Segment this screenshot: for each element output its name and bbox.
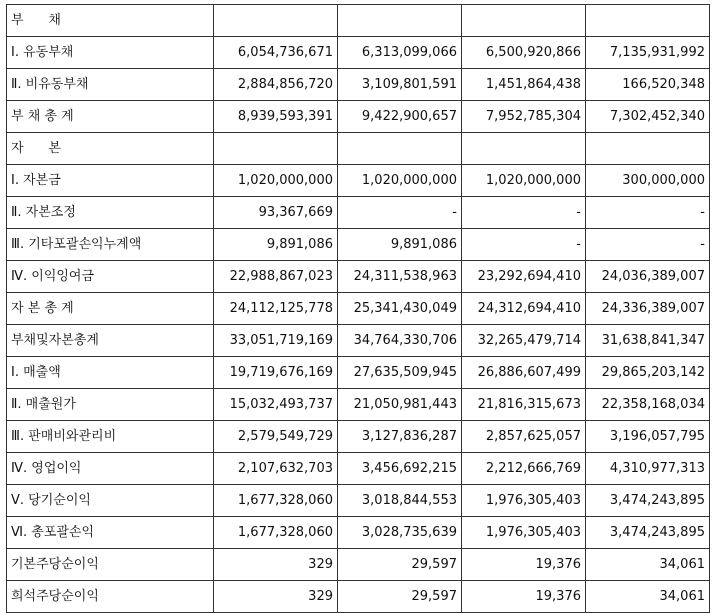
cell-value (586, 5, 710, 37)
table-body (7, 5, 710, 613)
cell-value: 329 (214, 581, 338, 613)
cell-value: 3,109,801,591 (338, 69, 462, 101)
cell-value: 24,311,538,963 (338, 261, 462, 293)
cell-value: 22,988,867,023 (214, 261, 338, 293)
cell-value: 29,597 (338, 581, 462, 613)
cell-value: 1,976,305,403 (462, 485, 586, 517)
cell-value: 21,050,981,443 (338, 389, 462, 421)
cell-value: 2,884,856,720 (214, 69, 338, 101)
table-row (7, 389, 710, 421)
cell-value: 8,939,593,391 (214, 101, 338, 133)
cell-value: 3,474,243,895 (586, 517, 710, 549)
row-label: Ⅲ. 판매비와관리비 (7, 421, 214, 453)
table-row (7, 165, 710, 197)
cell-value: 31,638,841,347 (586, 325, 710, 357)
cell-value: 33,051,719,169 (214, 325, 338, 357)
cell-value: 3,028,735,639 (338, 517, 462, 549)
cell-value: 7,135,931,992 (586, 37, 710, 69)
cell-value: 3,127,836,287 (338, 421, 462, 453)
table-row (7, 101, 710, 133)
cell-value: 23,292,694,410 (462, 261, 586, 293)
cell-value: 15,032,493,737 (214, 389, 338, 421)
cell-value: 4,310,977,313 (586, 453, 710, 485)
table-row (7, 229, 710, 261)
row-label: 자 본 (7, 133, 214, 165)
cell-value: 19,376 (462, 581, 586, 613)
cell-value: 9,422,900,657 (338, 101, 462, 133)
cell-value: - (462, 197, 586, 229)
cell-value: 3,196,057,795 (586, 421, 710, 453)
cell-value: - (338, 197, 462, 229)
cell-value: 3,456,692,215 (338, 453, 462, 485)
row-label: Ⅰ. 자본금 (7, 165, 214, 197)
table-row (7, 293, 710, 325)
cell-value: 22,358,168,034 (586, 389, 710, 421)
cell-value (214, 133, 338, 165)
row-label: Ⅳ. 이익잉여금 (7, 261, 214, 293)
table-row (7, 453, 710, 485)
row-label: 부 채 (7, 5, 214, 37)
cell-value: 34,061 (586, 581, 710, 613)
table-row (7, 5, 710, 37)
financial-statement-table (6, 4, 710, 613)
table-row (7, 325, 710, 357)
row-label: Ⅴ. 당기순이익 (7, 485, 214, 517)
table-row (7, 357, 710, 389)
cell-value: 2,212,666,769 (462, 453, 586, 485)
row-label: Ⅲ. 기타포괄손익누계액 (7, 229, 214, 261)
cell-value: 1,020,000,000 (338, 165, 462, 197)
table-row (7, 421, 710, 453)
row-label: Ⅳ. 영업이익 (7, 453, 214, 485)
cell-value: 3,018,844,553 (338, 485, 462, 517)
cell-value (338, 5, 462, 37)
cell-value (338, 133, 462, 165)
cell-value: - (586, 229, 710, 261)
cell-value: 6,313,099,066 (338, 37, 462, 69)
row-label: Ⅱ. 자본조정 (7, 197, 214, 229)
cell-value: 3,474,243,895 (586, 485, 710, 517)
cell-value: 25,341,430,049 (338, 293, 462, 325)
row-label: 부 채 총 계 (7, 101, 214, 133)
cell-value: 21,816,315,673 (462, 389, 586, 421)
row-label: 자 본 총 계 (7, 293, 214, 325)
row-label: 부채및자본총계 (7, 325, 214, 357)
table-row (7, 133, 710, 165)
cell-value: - (586, 197, 710, 229)
cell-value (462, 133, 586, 165)
cell-value: 1,451,864,438 (462, 69, 586, 101)
cell-value: 1,976,305,403 (462, 517, 586, 549)
row-label: 희석주당순이익 (7, 581, 214, 613)
cell-value: 7,302,452,340 (586, 101, 710, 133)
cell-value: 2,107,632,703 (214, 453, 338, 485)
row-label: Ⅱ. 매출원가 (7, 389, 214, 421)
cell-value: 1,677,328,060 (214, 517, 338, 549)
cell-value: 34,061 (586, 549, 710, 581)
row-label: Ⅰ. 매출액 (7, 357, 214, 389)
cell-value (214, 5, 338, 37)
cell-value: 24,312,694,410 (462, 293, 586, 325)
cell-value: 166,520,348 (586, 69, 710, 101)
cell-value: - (462, 229, 586, 261)
table-row (7, 549, 710, 581)
cell-value (586, 133, 710, 165)
cell-value: 329 (214, 549, 338, 581)
table-row (7, 485, 710, 517)
cell-value: 29,865,203,142 (586, 357, 710, 389)
cell-value: 26,886,607,499 (462, 357, 586, 389)
cell-value: 6,500,920,866 (462, 37, 586, 69)
cell-value: 7,952,785,304 (462, 101, 586, 133)
cell-value: 6,054,736,671 (214, 37, 338, 69)
table-row (7, 517, 710, 549)
cell-value: 1,677,328,060 (214, 485, 338, 517)
cell-value: 300,000,000 (586, 165, 710, 197)
table-row (7, 37, 710, 69)
row-label: Ⅰ. 유동부채 (7, 37, 214, 69)
cell-value: 27,635,509,945 (338, 357, 462, 389)
cell-value: 9,891,086 (214, 229, 338, 261)
table-row (7, 581, 710, 613)
cell-value: 34,764,330,706 (338, 325, 462, 357)
cell-value: 9,891,086 (338, 229, 462, 261)
cell-value: 29,597 (338, 549, 462, 581)
row-label: 기본주당순이익 (7, 549, 214, 581)
table-row (7, 261, 710, 293)
cell-value: 2,579,549,729 (214, 421, 338, 453)
cell-value (462, 5, 586, 37)
cell-value: 24,336,389,007 (586, 293, 710, 325)
cell-value: 93,367,669 (214, 197, 338, 229)
cell-value: 24,112,125,778 (214, 293, 338, 325)
row-label: Ⅱ. 비유동부채 (7, 69, 214, 101)
cell-value: 2,857,625,057 (462, 421, 586, 453)
cell-value: 19,376 (462, 549, 586, 581)
cell-value: 1,020,000,000 (462, 165, 586, 197)
cell-value: 19,719,676,169 (214, 357, 338, 389)
cell-value: 24,036,389,007 (586, 261, 710, 293)
cell-value: 32,265,479,714 (462, 325, 586, 357)
cell-value: 1,020,000,000 (214, 165, 338, 197)
table-row (7, 197, 710, 229)
row-label: Ⅵ. 총포괄손익 (7, 517, 214, 549)
table-row (7, 69, 710, 101)
